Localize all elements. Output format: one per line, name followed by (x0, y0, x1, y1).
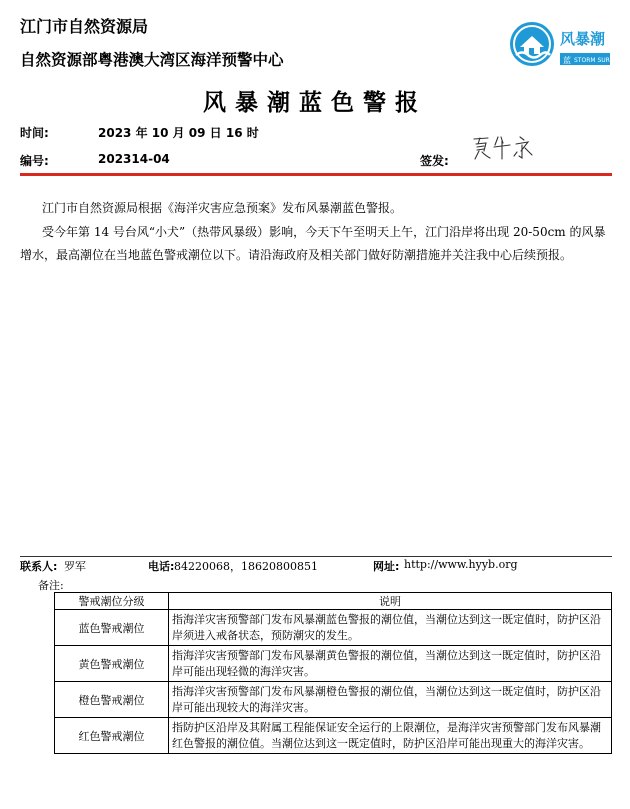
table-row (55, 682, 612, 718)
web-label: 网址: (373, 560, 400, 573)
time-label: 时间: (20, 126, 49, 140)
paragraph-1: 江门市自然资源局根据《海洋灾害应急预案》发布风暴潮蓝色警报。 (42, 201, 403, 215)
footer-divider (20, 556, 612, 557)
desc-yellow: 指海洋灾害预警部门发布风暴潮黄色警报的潮位值，当潮位达到这一既定值时，防护区沿岸可能出现轻微的海洋灾害。 (169, 646, 612, 682)
number-value: 202314-04 (98, 152, 170, 166)
time-value: 2023 年 10 月 09 日 16 时 (98, 126, 259, 140)
level-orange: 橙色警戒潮位 (55, 682, 169, 718)
table-row (55, 646, 612, 682)
signer-label: 签发: (420, 154, 449, 168)
web-link[interactable]: http://www.hyyb.org (404, 558, 518, 571)
level-blue: 蓝色警戒潮位 (55, 610, 169, 646)
logo-text: 风暴潮 (560, 30, 606, 48)
tel-value: 84220068，18620800851 (174, 560, 318, 573)
remark-label: 备注: (38, 579, 64, 592)
level-yellow: 黄色警戒潮位 (55, 646, 169, 682)
logo-sub-right: STORM SURGE (574, 57, 619, 64)
number-label: 编号: (20, 154, 49, 168)
handwritten-signature (470, 131, 540, 165)
desc-blue: 指海洋灾害预警部门发布风暴潮蓝色警报的潮位值，当潮位达到这一既定值时，防护区沿岸须进入戒备状态，预防潮灾的发生。 (169, 610, 612, 646)
desc-red: 指防护区沿岸及其附属工程能保证安全运行的上限潮位，是海洋灾害预警部门发布风暴潮红色警报的潮位值。当潮位达到这一既定值时，防护区沿岸可能出现重大的海洋灾害。 (169, 718, 612, 754)
table-row (55, 718, 612, 754)
table-row (55, 610, 612, 646)
table-header-level: 警戒潮位分级 (55, 593, 169, 610)
logo-sub-left: 蓝 (563, 56, 571, 65)
header-divider (20, 173, 612, 176)
contact-value: 罗军 (64, 560, 86, 573)
warning-level-table (54, 592, 612, 754)
tel-label: 电话: (148, 560, 175, 573)
paragraph-2: 受今年第 14 号台风“小犬”（热带风暴级）影响，今天下午至明天上午，江门沿岸将出现 20-50cm 的风暴增水，最高潮位在当地蓝色警戒潮位以下。请沿海政府及相关部门做好防潮措施并关注我中心后续预报。 (20, 225, 606, 262)
agency-name: 江门市自然资源局 (20, 17, 149, 36)
contact-label: 联系人: (20, 560, 58, 573)
storm-surge-logo (508, 20, 619, 70)
level-red: 红色警戒潮位 (55, 718, 169, 754)
table-header-desc: 说明 (169, 593, 612, 610)
center-name: 自然资源部粤港澳大湾区海洋预警中心 (20, 51, 284, 69)
desc-orange: 指海洋灾害预警部门发布风暴潮橙色警报的潮位值，当潮位达到这一既定值时，防护区沿岸可能出现较大的海洋灾害。 (169, 682, 612, 718)
page-title: 风暴潮蓝色警报 (203, 90, 427, 116)
